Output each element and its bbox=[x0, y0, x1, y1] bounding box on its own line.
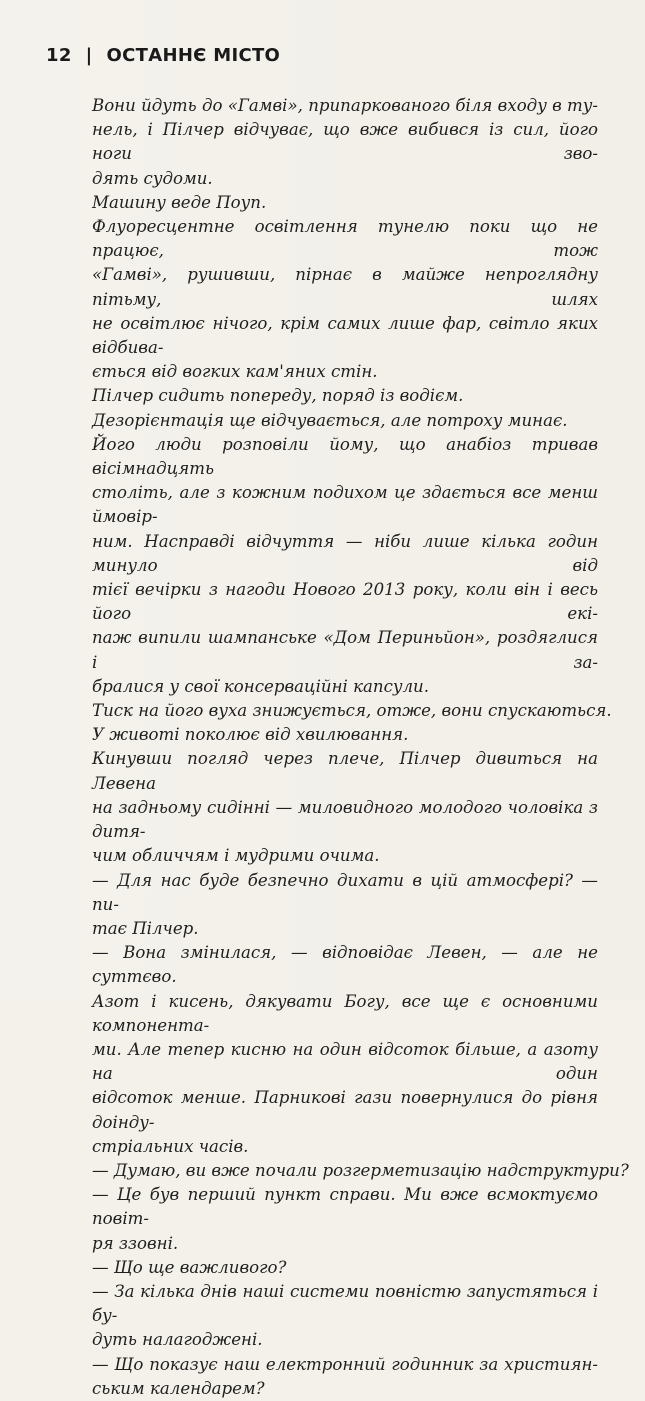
text-line: паж випили шампанське «Дом Периньйон», роздяглися і за- bbox=[92, 628, 598, 672]
paragraph bbox=[92, 1280, 598, 1353]
paragraph bbox=[92, 699, 612, 723]
text-line: Азот і кисень, дякувати Богу, все ще є основними компонента- bbox=[92, 991, 598, 1035]
paragraph bbox=[92, 433, 598, 699]
paragraph bbox=[92, 94, 598, 191]
paragraph bbox=[92, 941, 598, 1159]
paragraph bbox=[92, 215, 598, 384]
text-line: — За кілька днів наші системи повністю запустяться і бу- bbox=[92, 1281, 598, 1326]
text-line: стріальних часів. bbox=[92, 1136, 249, 1156]
text-line: У животі поколює від хвилювання. bbox=[92, 725, 409, 745]
text-line: ським календарем? bbox=[92, 1378, 265, 1398]
text-line: — Це був перший пункт справи. Ми вже всмоктуємо повіт- bbox=[92, 1185, 598, 1229]
text-line: ється від вогких кам'яних стін. bbox=[92, 362, 378, 382]
paragraph bbox=[92, 747, 598, 868]
text-line: нель, і Пілчер відчуває, що вже вибився із сил, його ноги зво- bbox=[92, 120, 598, 164]
text-line: Тиск на його вуха знижується, отже, вони спускаються. bbox=[92, 701, 612, 721]
text-line: ря ззовні. bbox=[92, 1233, 179, 1253]
text-line: Дезорієнтація ще відчувається, але потроху минає. bbox=[92, 410, 568, 430]
text-line: — Для нас буде безпечно дихати в цій атмосфері? — пи- bbox=[92, 870, 598, 914]
paragraph bbox=[92, 869, 598, 942]
text-line: чим обличчям і мудрими очима. bbox=[92, 846, 380, 866]
text-line: Кинувши погляд через плече, Пілчер дивиться на Левена bbox=[92, 749, 598, 793]
text-line: дуть налагоджені. bbox=[92, 1330, 263, 1350]
header-separator: | bbox=[85, 45, 93, 66]
text-line: «Гамві», рушивши, пірнає в майже непроглядну пітьму, шлях bbox=[92, 265, 598, 309]
text-line: — Вона змінилася, — відповідає Левен, — але не суттєво. bbox=[92, 943, 598, 987]
text-line: століть, але з кожним подихом це здається все менш ймовір- bbox=[92, 483, 598, 527]
paragraph bbox=[92, 1256, 598, 1280]
text-line: тає Пілчер. bbox=[92, 918, 199, 938]
paragraph bbox=[92, 1159, 629, 1183]
text-line: на задньому сидінні — миловидного молодого чоловіка з дитя- bbox=[92, 797, 598, 842]
text-line: відсоток менше. Парникові гази повернулися до рівня доінду- bbox=[92, 1088, 598, 1132]
body-text bbox=[92, 94, 629, 1401]
paragraph bbox=[92, 1183, 598, 1256]
text-line: бралися у свої консерваційні капсули. bbox=[92, 676, 430, 696]
text-line: не освітлює нічого, крім самих лише фар, світло яких відбива- bbox=[92, 313, 598, 358]
paragraph bbox=[92, 723, 598, 747]
running-header bbox=[46, 45, 280, 66]
text-line: тієї вечірки з нагоди Нового 2013 року, коли він і весь його екі- bbox=[92, 580, 598, 624]
text-line: — Що ще важливого? bbox=[92, 1257, 287, 1277]
paragraph bbox=[92, 191, 598, 215]
text-line: Флуоресцентне освітлення тунелю поки що не працює, тож bbox=[92, 217, 598, 261]
paragraph bbox=[92, 409, 598, 433]
book-title: ОСТАННЄ МІСТО bbox=[106, 45, 281, 66]
text-line: Машину веде Поуп. bbox=[92, 192, 267, 212]
paragraph bbox=[92, 1353, 598, 1401]
text-line: ним. Насправді відчуття — ніби лише кілька годин минуло від bbox=[92, 531, 598, 575]
text-line: Його люди розповіли йому, що анабіоз тривав вісімнадцять bbox=[92, 434, 598, 479]
paragraph bbox=[92, 384, 598, 408]
text-line: — Думаю, ви вже почали розгерметизацію надструктури? bbox=[92, 1160, 629, 1180]
page-number: 12 bbox=[46, 45, 72, 66]
text-line: Пілчер сидить попереду, поряд із водієм. bbox=[92, 386, 464, 406]
text-line: дять судоми. bbox=[92, 168, 213, 188]
text-line: ми. Але тепер кисню на один відсоток більше, а азоту на один bbox=[92, 1039, 598, 1084]
text-line: — Що показує наш електронний годинник за християн- bbox=[92, 1354, 598, 1374]
text-line: Вони йдуть до «Гамві», припаркованого біля входу в ту- bbox=[92, 96, 598, 115]
